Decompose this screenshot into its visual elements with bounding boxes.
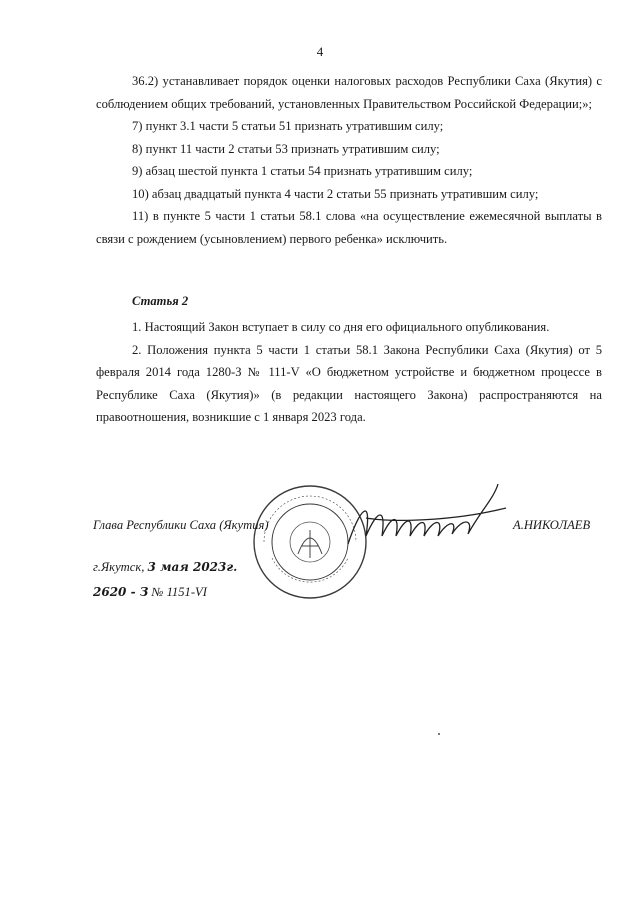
scan-speck <box>438 733 440 735</box>
handwritten-date: 3 мая 2023г. <box>147 560 238 574</box>
paragraph: 11) в пункте 5 части 1 статьи 58.1 слова «на осуществление ежемесячной выплаты в связи с рождением (усыновлением) первого ребенка» исключить. <box>96 209 602 246</box>
paragraph: 10) абзац двадцатый пункта 4 части 2 статьи 55 признать утратившим силу; <box>132 186 539 201</box>
handwritten-number: 2620 - З <box>93 585 149 599</box>
handwritten-signature <box>330 478 530 558</box>
signatory-title: Глава Республики Саха (Якутия) <box>93 518 269 532</box>
page-number: 4 <box>316 44 324 59</box>
paragraph: 9) абзац шестой пункта 1 статьи 54 признать утратившим силу; <box>132 164 473 178</box>
printed-number: № 1151-VI <box>151 585 207 599</box>
article-1-continuation <box>96 70 602 250</box>
paragraph: 1. Настоящий Закон вступает в силу со дня его официального опубликования. <box>132 320 550 334</box>
paragraph: 8) пункт 11 части 2 статьи 53 признать утратившим силу; <box>132 141 440 156</box>
article-2-body <box>96 316 602 429</box>
article-heading: Статья 2 <box>132 294 189 308</box>
law-number <box>93 585 207 600</box>
place-label: г.Якутск, <box>93 560 145 574</box>
paragraph: 2. Положения пункта 5 части 1 статьи 58.1 Закона Республики Саха (Якутия) от 5 февраля 2014 года 1280-З № 111-V «О бюджетном устройстве и бюджетном процессе в Республике Саха (Якутия)» (в редакции настоящего Закона) распространяются на правоотношения, возникшие с 1 января 2023 года. <box>96 342 602 424</box>
paragraph: 7) пункт 3.1 части 5 статьи 51 признать утратившим силу; <box>132 119 444 133</box>
place-and-date <box>93 560 237 575</box>
paragraph: 36.2) устанавливает порядок оценки налоговых расходов Республики Саха (Якутия) с соблюдением общих требований, установленных Правительством Российской Федерации;»; <box>96 74 602 111</box>
signatory-name: А.НИКОЛАЕВ <box>513 518 591 532</box>
